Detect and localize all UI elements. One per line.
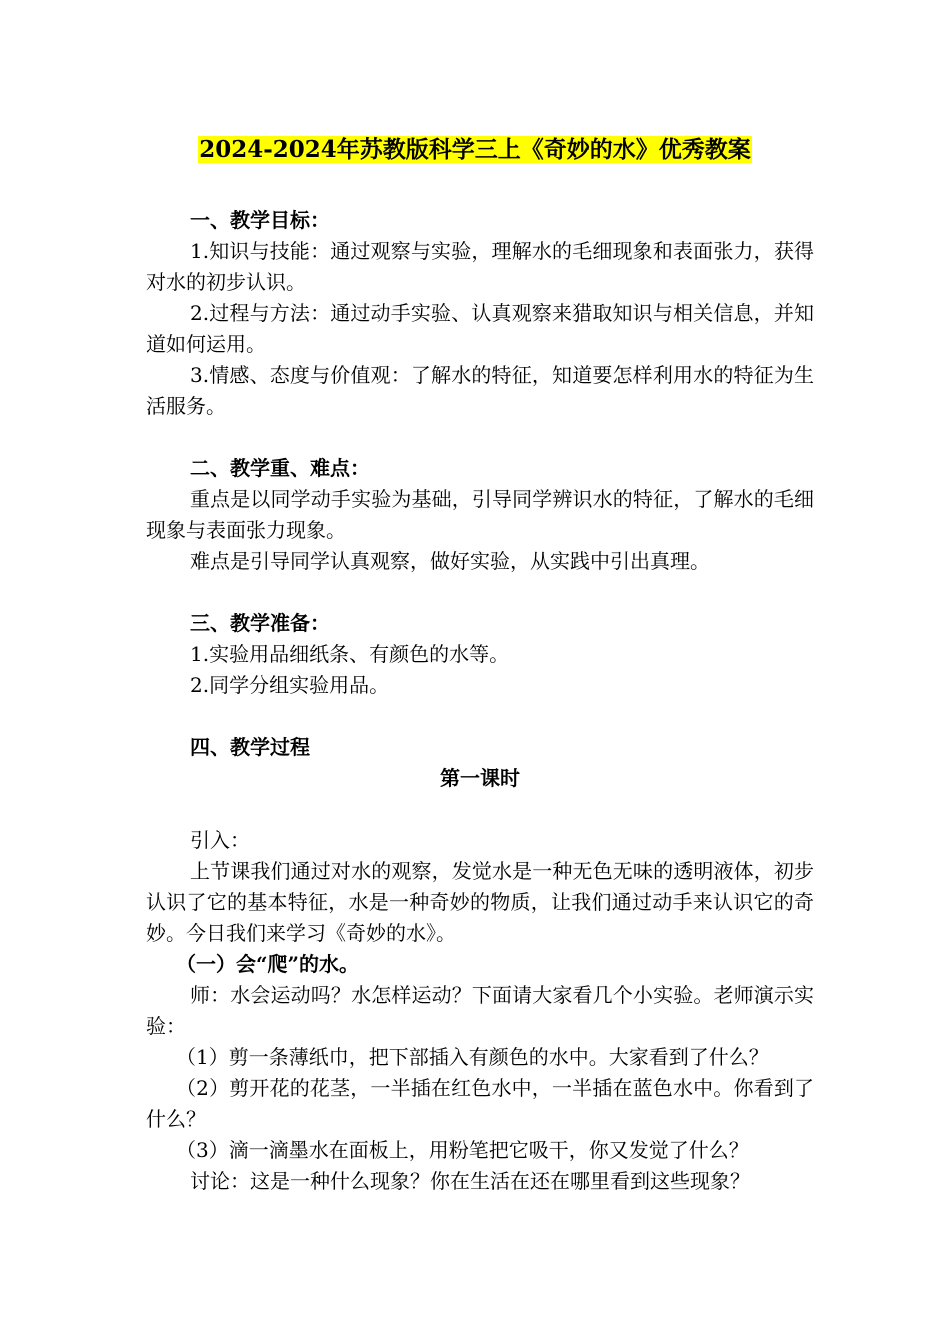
paragraph: 讨论：这是一种什么现象？你在生活在还在哪里看到这些现象？ [190, 1169, 750, 1193]
paragraph: （3）滴一滴墨水在面板上，用粉笔把它吸干，你又发觉了什么？ [176, 1138, 749, 1162]
paragraph: 重点是以同学动手实验为基础，引导同学辨识水的特征，了解水的毛细现象与表面张力现象。 [146, 487, 814, 542]
paragraph: 2.过程与方法：通过动手实验、认真观察来猎取知识与相关信息，并知道如何运用。 [146, 301, 814, 356]
section-heading-process: 四、教学过程 [190, 735, 310, 759]
paragraph: 引入： [190, 828, 250, 852]
section-heading-key-points: 二、教学重、难点： [190, 456, 370, 480]
paragraph: 1.知识与技能：通过观察与实验，理解水的毛细现象和表面张力，获得对水的初步认识。 [146, 239, 814, 294]
paragraph: （2）剪开花的花茎，一半插在红色水中，一半插在蓝色水中。你看到了什么？ [146, 1076, 814, 1131]
document-body [146, 205, 814, 1197]
paragraph: 1.实验用品细纸条、有颜色的水等。 [190, 642, 510, 666]
subsection-title: （一）会“爬”的水。 [176, 952, 360, 976]
paragraph: 难点是引导同学认真观察，做好实验，从实践中引出真理。 [190, 549, 710, 573]
paragraph: 2.同学分组实验用品。 [190, 673, 390, 697]
paragraph: 师：水会运动吗？水怎样运动？下面请大家看几个小实验。老师演示实验： [146, 983, 814, 1038]
section-heading-prep: 三、教学准备： [190, 611, 330, 635]
paragraph: （1）剪一条薄纸巾，把下部插入有颜色的水中。大家看到了什么？ [176, 1045, 769, 1069]
document-title-text: 2024-2024年苏教版科学三上《奇妙的水》优秀教案 [199, 136, 751, 163]
paragraph: 上节课我们通过对水的观察，发觉水是一种无色无味的透明液体，初步认识了它的基本特征，水是一种奇妙的物质，让我们通过动手来认识它的奇妙。今日我们来学习《奇妙的水》。 [146, 859, 814, 945]
paragraph: 3.情感、态度与价值观：了解水的特征，知道要怎样利用水的特征为生活服务。 [146, 363, 814, 418]
lesson-title: 第一课时 [440, 766, 520, 790]
document-title [0, 134, 950, 166]
section-heading-goals: 一、教学目标： [190, 208, 330, 232]
